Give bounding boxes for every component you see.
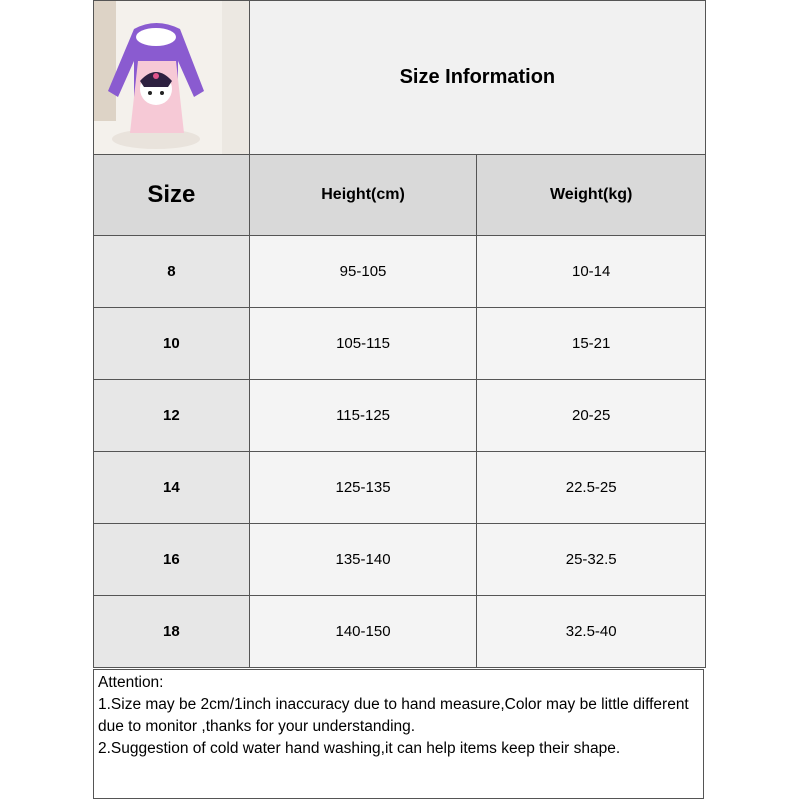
size-table: [93, 0, 706, 668]
height-cell: 135-140: [249, 524, 477, 596]
weight-cell: 15-21: [477, 308, 706, 380]
table-row: [94, 308, 706, 380]
table-title: Size Information: [249, 1, 705, 155]
size-cell: 16: [94, 524, 250, 596]
column-header-size: Size: [94, 155, 250, 236]
weight-cell: 10-14: [477, 236, 706, 308]
table-row: [94, 596, 706, 668]
product-photo: [94, 1, 249, 154]
height-cell: 125-135: [249, 452, 477, 524]
attention-notes: [93, 669, 704, 799]
size-cell: 18: [94, 596, 250, 668]
weight-cell: 22.5-25: [477, 452, 706, 524]
height-cell: 115-125: [249, 380, 477, 452]
notes-line-2: 2.Suggestion of cold water hand washing,it can help items keep their shape.: [98, 740, 621, 757]
notes-heading: Attention:: [98, 674, 164, 691]
weight-cell: 32.5-40: [477, 596, 706, 668]
table-row: [94, 452, 706, 524]
size-chart: [93, 0, 706, 800]
size-cell: 12: [94, 380, 250, 452]
size-cell: 10: [94, 308, 250, 380]
weight-cell: 20-25: [477, 380, 706, 452]
size-cell: 8: [94, 236, 250, 308]
table-row: [94, 524, 706, 596]
product-photo-cell: [94, 1, 250, 155]
height-cell: 95-105: [249, 236, 477, 308]
column-header-weight: Weight(kg): [477, 155, 706, 236]
height-cell: 140-150: [249, 596, 477, 668]
height-cell: 105-115: [249, 308, 477, 380]
notes-line-1: 1.Size may be 2cm/1inch inaccuracy due to hand measure,Color may be little different due to monitor ,thanks for your understanding.: [98, 696, 689, 735]
header-row: [94, 155, 706, 236]
size-cell: 14: [94, 452, 250, 524]
table-row: [94, 236, 706, 308]
column-header-height: Height(cm): [249, 155, 477, 236]
table-row: [94, 380, 706, 452]
weight-cell: 25-32.5: [477, 524, 706, 596]
